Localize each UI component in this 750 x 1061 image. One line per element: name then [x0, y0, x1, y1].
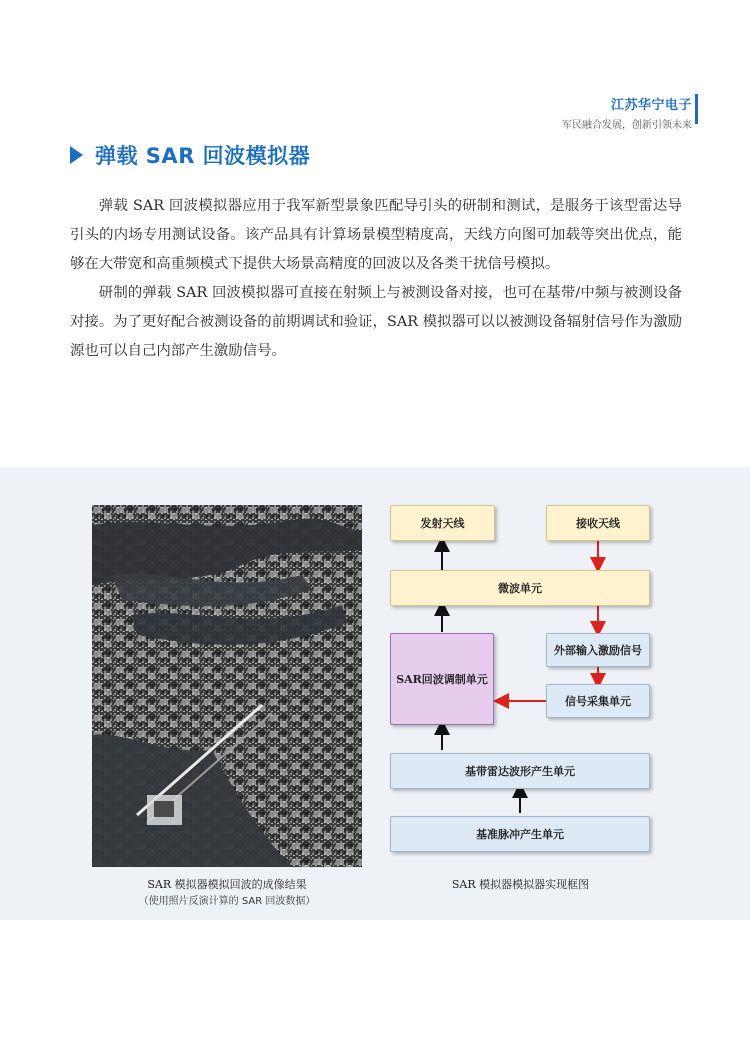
baseband-waveform-box: 基带雷达波形产生单元	[390, 753, 650, 789]
section-title: 弹载 SAR 回波模拟器	[95, 144, 311, 168]
sar-image	[92, 505, 362, 867]
right-figure-caption: SAR 模拟器模拟器实现框图	[451, 878, 590, 891]
left-caption-title: SAR 模拟器模拟回波的成像结果	[147, 878, 307, 891]
brand-accent-bar	[695, 94, 698, 124]
brand-name: 江苏华宁电子	[610, 98, 692, 113]
body-text	[70, 192, 682, 366]
external-excitation-box: 外部输入激励信号	[546, 633, 650, 667]
signal-acquisition-box: 信号采集单元	[546, 684, 650, 718]
paragraph-1: 弹载 SAR 回波模拟器应用于我军新型景象匹配导引头的研制和测试，是服务于该型雷达导引头的内场专用测试设备。该产品具有计算场景模型精度高，天线方向图可加载等突出优点，能够在大带宽和高重频模式下提供大场景高精度的回波以及各类干扰信号模拟。	[70, 198, 682, 272]
section-title-row	[70, 140, 310, 170]
triangle-bullet-icon	[70, 146, 83, 164]
transmit-antenna-box: 发射天线	[390, 505, 495, 541]
receive-antenna-box: 接收天线	[546, 505, 650, 541]
reference-pulse-box: 基准脉冲产生单元	[390, 816, 650, 852]
left-figure-caption	[92, 876, 362, 910]
left-caption-subtitle: （使用照片反演计算的 SAR 回波数据）	[138, 896, 316, 907]
paragraph-2: 研制的弹载 SAR 回波模拟器可直接在射频上与被测设备对接，也可在基带/中频与被测设备对接。为了更好配合被测设备的前期调试和验证，SAR 模拟器可以以被测设备辐射信号作为激励源也可以自己内部产生激励信号。	[70, 285, 682, 359]
sar-image-graphic	[92, 505, 362, 867]
brand-slogan: 军民融合发展，创新引领未来	[562, 120, 692, 131]
brand-block	[562, 94, 692, 131]
block-diagram	[380, 495, 670, 865]
microwave-unit-box: 微波单元	[390, 570, 650, 606]
echo-modulation-box: SAR回波调制单元	[390, 633, 494, 725]
